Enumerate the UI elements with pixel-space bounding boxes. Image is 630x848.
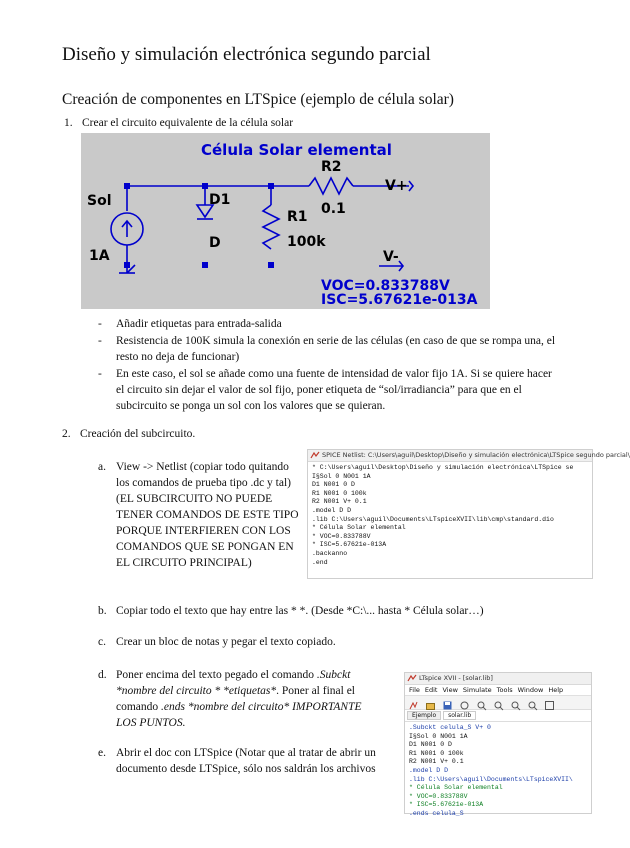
ltspice-toolbar bbox=[405, 696, 591, 710]
code-line: .model D D bbox=[409, 766, 449, 774]
vplus-label: V+ bbox=[385, 178, 408, 194]
code-line: * VOC=0.833788V bbox=[312, 532, 371, 540]
code-line: * ISC=5.67621e-013A bbox=[312, 541, 387, 549]
netlist-window-title: SPICE Netlist: C:\Users\aguil\Desktop\Diseño y simulación electrónica\LTSpice segundo parcial\ bbox=[322, 451, 630, 459]
netlist-window-screenshot bbox=[307, 449, 630, 579]
r2-label: R2 bbox=[321, 159, 342, 175]
zoom-area-icon[interactable] bbox=[528, 701, 537, 710]
netlist-code bbox=[308, 462, 592, 569]
zoom-in-icon[interactable] bbox=[477, 701, 486, 710]
substep-a-marker: a. bbox=[98, 461, 106, 473]
notes-list bbox=[98, 316, 558, 415]
code-line: .Subckt celula_S V+ 0 bbox=[409, 724, 491, 731]
circuit-drawing bbox=[81, 133, 490, 309]
substep-d-command: .Subckt *nombre del circuito * *etiquetas* bbox=[116, 669, 351, 697]
substep-c bbox=[98, 634, 396, 650]
note-item: - Resistencia de 100K simula la conexión en serie de las células (en caso de que se rompa una, el resto no deja de funcionar) bbox=[98, 333, 558, 365]
d1-label: D1 bbox=[209, 192, 231, 208]
menu-view[interactable]: View bbox=[442, 686, 458, 694]
vminus-label: V- bbox=[383, 249, 399, 265]
code-line: R2 N001 V+ 0.1 bbox=[312, 498, 367, 506]
substep-d-marker: d. bbox=[98, 669, 107, 681]
substep-c-text: Crear un bloc de notas y pegar el texto copiado. bbox=[116, 636, 336, 648]
code-line: D1 N001 0 D bbox=[312, 481, 355, 489]
r2-value: 0.1 bbox=[321, 201, 346, 217]
substep-d bbox=[98, 667, 370, 731]
substep-b-marker: b. bbox=[98, 605, 107, 617]
ltspice-title-bar bbox=[405, 673, 591, 685]
code-line: I§Sol 0 N001 1A bbox=[312, 472, 371, 480]
section-heading: Creación de componentes en LTSpice (ejemplo de célula solar) bbox=[62, 91, 454, 108]
grid-icon[interactable] bbox=[545, 701, 554, 710]
substep-d-text: . Poner al final el comando bbox=[116, 685, 356, 713]
source-value: 1A bbox=[89, 248, 110, 264]
code-line: .lib C:\Users\aguil\Documents\LTspiceXVII\lib\cmp\standard.dio bbox=[312, 515, 554, 523]
menu-edit[interactable]: Edit bbox=[424, 686, 438, 694]
tab-ejemplo[interactable]: Ejemplo bbox=[407, 711, 441, 720]
code-line: * VOC=0.833788V bbox=[409, 792, 468, 800]
substep-a-text: View -> Netlist (copiar todo quitando los comandos de prueba tipo .dc y tal) (EL SUBCIRCUITO NO PUEDE TENER COMANDOS DE ESTE TIPO PORQUE INTERFIEREN CON LOS COMANDOS QUE SE PONGAN EN EL CIRCUITO PRINCIPAL) bbox=[116, 461, 299, 569]
page-title: Diseño y simulación electrónica segundo parcial bbox=[62, 44, 431, 65]
code-line: D1 N001 0 D bbox=[409, 741, 452, 749]
ltspice-window-screenshot bbox=[404, 672, 592, 817]
code-line: * C:\Users\aguil\Desktop\Diseño y simulación electrónica\LTSpice se bbox=[312, 464, 574, 471]
run-icon[interactable] bbox=[409, 701, 418, 710]
r1-label: R1 bbox=[287, 209, 308, 225]
substep-e bbox=[98, 745, 378, 777]
r1-value: 100k bbox=[287, 234, 326, 250]
step-1-text: Crear el circuito equivalente de la célula solar bbox=[82, 117, 294, 129]
netlist-title-bar bbox=[308, 450, 630, 462]
step-2-number: 2. bbox=[62, 428, 71, 440]
substep-e-text: Abrir el doc con LTSpice (Notar que al tratar de abrir un documento desde LTSpice, sólo nos saldrán los archivos bbox=[116, 747, 376, 775]
ltspice-code bbox=[405, 722, 591, 821]
code-line: .end bbox=[312, 558, 328, 566]
tab-solar-lib[interactable]: solar.lib bbox=[443, 711, 476, 720]
menu-help[interactable]: Help bbox=[548, 686, 564, 694]
hand-icon[interactable] bbox=[460, 701, 469, 710]
code-line: * Célula Solar elemental bbox=[312, 524, 406, 532]
code-line: R2 N001 V+ 0.1 bbox=[409, 758, 464, 766]
substep-b-text: Copiar todo el texto que hay entre las * *. (Desde *C:\... hasta * Célula solar…) bbox=[116, 605, 484, 617]
ltspice-window-title: LTspice XVII - [solar.lib] bbox=[419, 674, 493, 682]
menu-simulate[interactable]: Simulate bbox=[462, 686, 492, 694]
circuit-title: Célula Solar elemental bbox=[201, 141, 392, 159]
source-label: Sol bbox=[87, 193, 112, 209]
substep-d-command: .ends *nombre del circuito* IMPORTANTE LOS PUNTOS. bbox=[116, 701, 362, 729]
step-1-number: 1. bbox=[64, 117, 73, 129]
save-icon[interactable] bbox=[443, 701, 452, 710]
code-line: R1 N001 0 100k bbox=[312, 489, 367, 497]
netlist-window-icon bbox=[311, 452, 319, 459]
ltspice-tab-bar bbox=[405, 710, 591, 722]
note-item: - En este caso, el sol se añade como una fuente de intensidad de valor fijo 1A. Si se quiere hacer el circuito sin dejar el valor de sol fijo, poner etiqueta de “sol/irradiancia” para que en el subcircuito se ponga un sol con los valores que se quieran. bbox=[98, 366, 558, 414]
substep-b bbox=[98, 603, 546, 619]
d1-model: D bbox=[209, 235, 221, 251]
substep-e-marker: e. bbox=[98, 747, 106, 759]
zoom-fit-icon[interactable] bbox=[511, 701, 520, 710]
substep-a bbox=[98, 459, 300, 571]
code-line: * ISC=5.67621e-013A bbox=[409, 801, 484, 809]
code-line: .model D D bbox=[312, 506, 352, 514]
menu-file[interactable]: File bbox=[409, 686, 420, 694]
menu-tools[interactable]: Tools bbox=[496, 686, 513, 694]
menu-window[interactable]: Window bbox=[517, 686, 544, 694]
code-line: .ends celula_S bbox=[409, 809, 464, 817]
circuit-schematic bbox=[81, 133, 490, 309]
step-2-text: Creación del subcircuito. bbox=[80, 428, 196, 440]
open-folder-icon[interactable] bbox=[426, 701, 435, 710]
zoom-out-icon[interactable] bbox=[494, 701, 503, 710]
substep-c-marker: c. bbox=[98, 636, 106, 648]
code-line: R1 N001 0 100k bbox=[409, 749, 464, 757]
code-line: .lib C:\Users\aguil\Documents\LTspiceXVII\ bbox=[409, 775, 573, 783]
ltspice-menu-bar bbox=[405, 685, 591, 696]
voc-annotation: VOC=0.833788V bbox=[321, 278, 450, 294]
code-line: I§Sol 0 N001 1A bbox=[409, 732, 468, 740]
substep-d-text: Poner encima del texto pegado el comando bbox=[116, 669, 317, 681]
note-item: - Añadir etiquetas para entrada-salida bbox=[98, 316, 558, 332]
isc-annotation: ISC=5.67621e-013A bbox=[321, 292, 478, 308]
code-line: * Célula Solar elemental bbox=[409, 784, 503, 792]
code-line: .backanno bbox=[312, 549, 348, 557]
ltspice-window-icon bbox=[408, 675, 416, 682]
